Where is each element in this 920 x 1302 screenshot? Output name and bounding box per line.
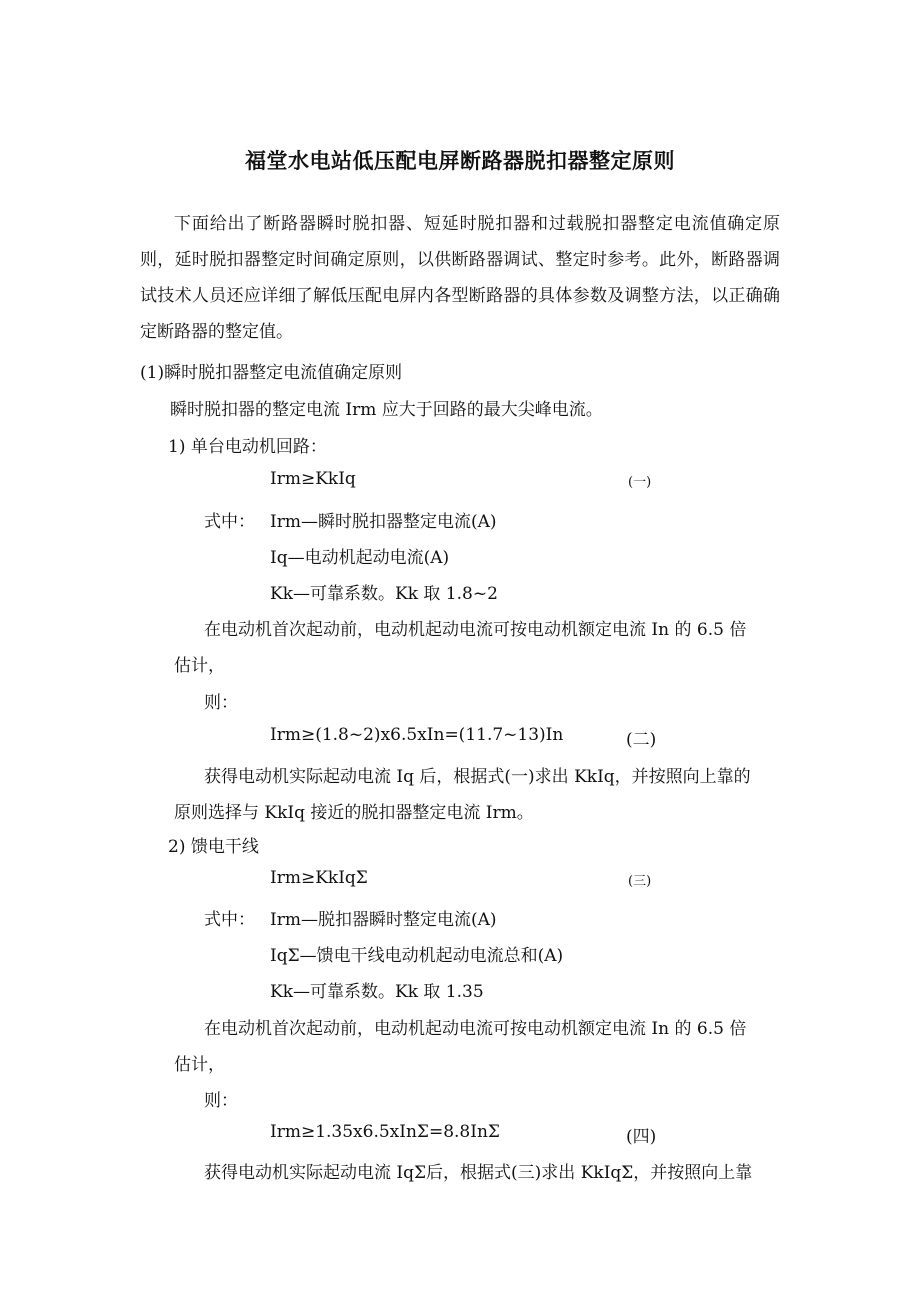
intro-paragraph: 下面给出了断路器瞬时脱扣器、短延时脱扣器和过载脱扣器整定电流值确定原则，延时脱扣器整定时间确定原则，以供断路器调试、整定时参考。此外，断路器调试技术人员还应详细了解低压配电屏内各型断路器的具体参数及调整方法，以正确确定断路器的整定值。 xyxy=(140,214,780,342)
item1-formula2: Irm≥(1.8~2)x6.5xIn=(11.7~13)In xyxy=(270,725,564,745)
section-heading: (1)瞬时脱扣器整定电流值确定原则 xyxy=(140,363,403,383)
item2-formula-number: (三) xyxy=(628,874,652,889)
item2-formula: Irm≥KkIqΣ xyxy=(270,868,368,888)
item1-note-cont: 估计， xyxy=(174,656,225,676)
item2-where-label: 式中： xyxy=(204,910,255,930)
item2-formula2: Irm≥1.35x6.5xInΣ=8.8InΣ xyxy=(270,1122,500,1142)
section-statement: 瞬时脱扣器的整定电流 Irm 应大于回路的最大尖峰电流。 xyxy=(170,400,603,420)
item1-def: Irm—瞬时脱扣器整定电流(A) xyxy=(270,512,497,532)
item1-note: 在电动机首次起动前，电动机起动电流可按电动机额定电流 In 的 6.5 倍 xyxy=(204,620,747,640)
page-title: 福堂水电站低压配电屏断路器脱扣器整定原则 xyxy=(245,149,675,173)
item1-heading: 1) 单台电动机回路： xyxy=(168,437,327,457)
item2-def: Irm—脱扣器瞬时整定电流(A) xyxy=(270,910,497,930)
item2-def: Kk—可靠系数。Kk 取 1.35 xyxy=(270,982,484,1002)
item1-then-label: 则： xyxy=(204,693,238,713)
item2-conclusion: 获得电动机实际起动电流 IqΣ后，根据式(三)求出 KkIqΣ，并按照向上靠 xyxy=(204,1163,753,1183)
item2-formula2-number: (四) xyxy=(626,1127,657,1147)
item1-where-label: 式中： xyxy=(204,512,255,532)
item2-note: 在电动机首次起动前，电动机起动电流可按电动机额定电流 In 的 6.5 倍 xyxy=(204,1019,747,1039)
item1-formula: Irm≥KkIq xyxy=(270,469,356,489)
item1-formula-number: (一) xyxy=(628,475,652,490)
item1-conclusion-cont: 原则选择与 KkIq 接近的脱扣器整定电流 Irm。 xyxy=(174,803,534,823)
item2-def: IqΣ—馈电干线电动机起动电流总和(A) xyxy=(270,946,564,966)
item1-formula2-number: (二) xyxy=(626,730,657,750)
item1-def: Iq—电动机起动电流(A) xyxy=(270,548,450,568)
item2-then-label: 则： xyxy=(204,1091,238,1111)
item1-def: Kk—可靠系数。Kk 取 1.8~2 xyxy=(270,584,498,604)
item1-conclusion: 获得电动机实际起动电流 Iq 后，根据式(一)求出 KkIq，并按照向上靠的 xyxy=(204,767,751,787)
item2-note-cont: 估计， xyxy=(174,1055,225,1075)
item2-heading: 2) 馈电干线 xyxy=(168,837,259,857)
